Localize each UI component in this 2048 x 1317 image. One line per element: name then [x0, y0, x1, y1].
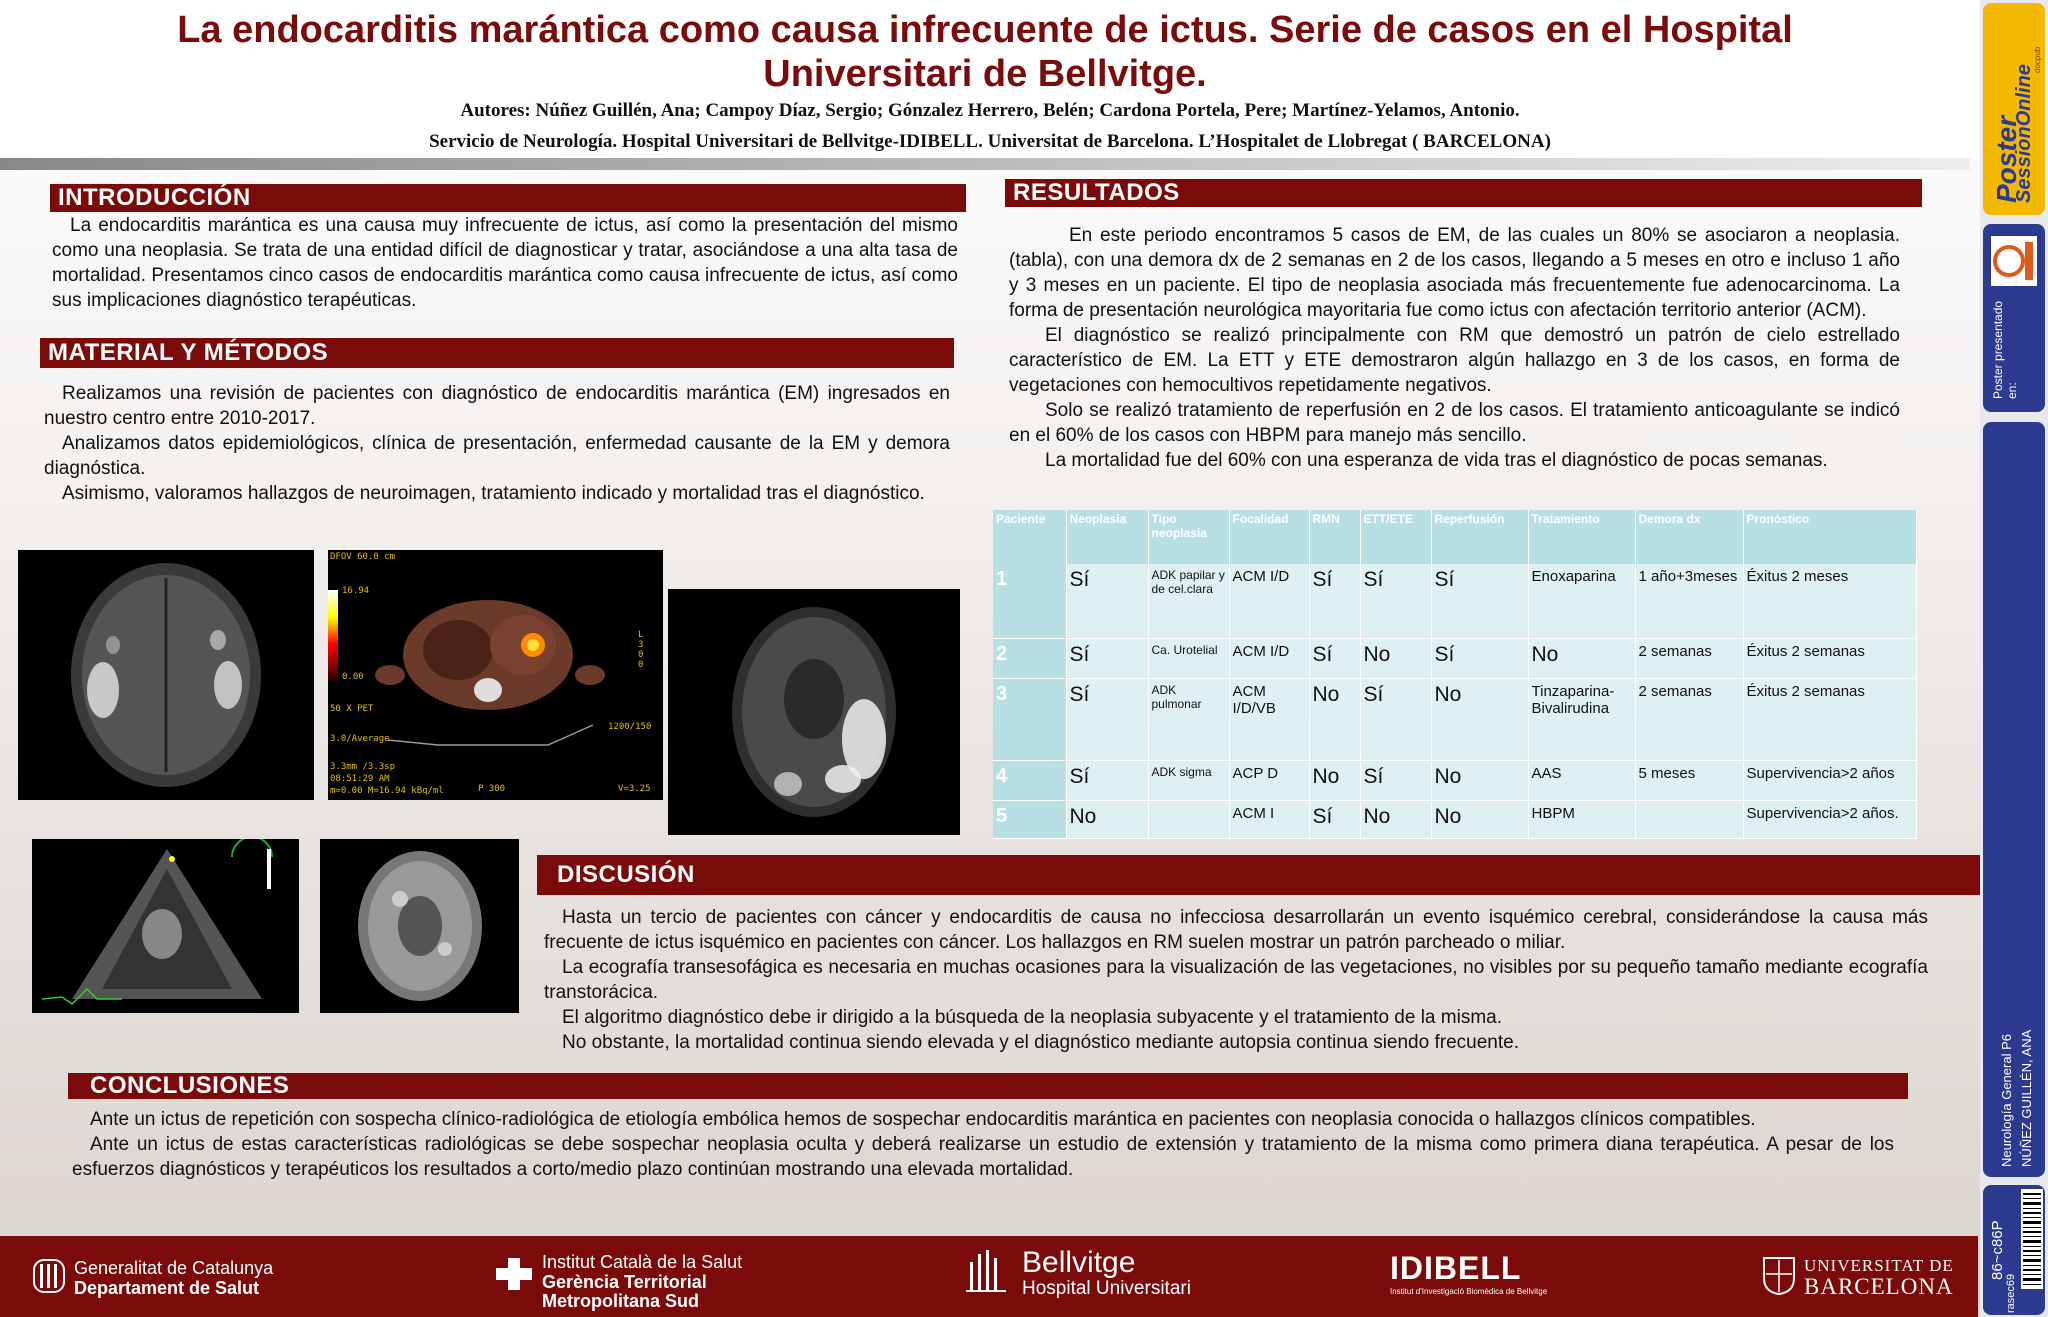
table-cell: Sí [1309, 564, 1360, 638]
table-cell: Sí [1066, 678, 1148, 760]
discussion-text [544, 905, 1928, 1055]
table-cell: 1 [993, 564, 1066, 638]
affiliation: Servicio de Neurología. Hospital Universitari de Bellvitge-IDIBELL. Universitat de Barcelona. L’Hospitalet de Llobregat ( BARCELONA) [429, 131, 1551, 152]
table-cell: 3 [993, 678, 1066, 760]
congress-logo-icon [1991, 236, 2037, 286]
results-p3: Solo se realizó tratamiento de reperfusión en 2 de los casos. El tratamiento anticoagulante se indicó en el 60% de los casos con HBPM para manejo más sencillo. [1009, 400, 1900, 446]
table-cell [1148, 800, 1229, 838]
ub-logo [1762, 1256, 1954, 1301]
generalitat-name: Generalitat de Catalunya [74, 1258, 274, 1278]
intro-heading: INTRODUCCIÓN [50, 184, 966, 212]
table-header-row [993, 510, 1917, 564]
table-cell: 5 meses [1635, 760, 1743, 800]
results-p2: El diagnóstico se realizó principalmente con RM que demostró un patrón de cielo estrellado característico de EM. La ETT y ETE demostraron algún hallazgo en 3 de los casos, en forma de vegetaciones con hemocultivos repetidamente negativos. [1009, 325, 1900, 396]
footer-logos [0, 1236, 1978, 1317]
ics-metropolitana: Metropolitana Sud [542, 1291, 699, 1311]
methods-p1: Realizamos una revisión de pacientes con diagnóstico de endocarditis marántica (EM) ingresados en nuestro centro entre 2010-2017. [44, 383, 950, 429]
idibell-logo [1390, 1250, 1547, 1296]
pet-fov-label: DFOV 60.0 cm [330, 552, 396, 562]
intro-paragraph: La endocarditis marántica es una causa muy infrecuente de ictus, así como la presentación del mismo como una neoplasia. Se trata de una entidad difícil de diagnosticar y tratar, asociándose a una alta tasa de mortalidad. Presentamos cinco casos de endocarditis marántica como causa infrecuente de ictus, así como sus implicaciones diagnóstico terapéuticas. [52, 215, 958, 311]
table-cell: Éxitus 2 semanas [1743, 678, 1917, 760]
results-heading: RESULTADOS [1005, 179, 1922, 207]
table-cell: 2 [993, 638, 1066, 678]
table-cell: Sí [1360, 760, 1431, 800]
hospital-badge [1983, 224, 2045, 412]
table-cell: No [1360, 638, 1431, 678]
table-row [993, 638, 1917, 678]
table-cell: Sí [1360, 564, 1431, 638]
results-table [993, 510, 1917, 839]
pet-range-label: m=0.00 M=16.94 kBq/ml [330, 786, 444, 796]
conclusions-text [72, 1107, 1894, 1182]
discussion-heading: DISCUSIÓN [537, 855, 1987, 895]
table-cell: ADK pulmonar [1148, 678, 1229, 760]
table-row [993, 678, 1917, 760]
discussion-p4: No obstante, la mortalidad continua siendo elevada y el diagnóstico mediante autopsia continua siendo frecuente. [562, 1032, 1519, 1053]
table-row [993, 800, 1917, 838]
table-cell: ACP D [1229, 760, 1309, 800]
table-cell: 4 [993, 760, 1066, 800]
poster-title: La endocarditis marántica como causa infrecuente de ictus. Serie de casos en el Hospital Universitari de Bellvitge. [177, 9, 1793, 95]
mri-dwi-image-1 [18, 550, 314, 800]
table-cell: ACM I [1229, 800, 1309, 838]
generalitat-dept: Departament de Salut [74, 1278, 260, 1298]
methods-p2: Analizamos datos epidemiológicos, clínica de presentación, enfermedad causante de la EM y demora diagnóstica. [44, 433, 950, 479]
table-cell: No [1066, 800, 1148, 838]
table-cell: HBPM [1528, 800, 1635, 838]
table-cell: Sí [1360, 678, 1431, 760]
discussion-p3: El algoritmo diagnóstico debe ir dirigido a la búsqueda de la neoplasia subyacente y el tratamiento de la misma. [562, 1007, 1502, 1028]
table-cell: Supervivencia>2 años [1743, 760, 1917, 800]
mri-dwi-image-2 [668, 589, 960, 835]
ics-cross-icon [494, 1256, 536, 1292]
header-divider [0, 158, 1970, 170]
table-header: Tipo neoplasia [1148, 510, 1229, 564]
table-cell: AAS [1528, 760, 1635, 800]
pet-scale-label: V=3.25 [618, 784, 651, 794]
discussion-p1: Hasta un tercio de pacientes con cáncer y endocarditis de causa no infecciosa desarrollarán un evento isquémico cerebral, considerándose la causa más frecuente de ictus isquémico en pacientes con cáncer. Los hallazgos en RM suelen mostrar un patrón parcheado o miliar. [544, 907, 1928, 953]
poster-category: Neurología General P6 [1999, 1034, 2014, 1167]
pet-time-label: 08:51:29 AM [330, 774, 390, 784]
bellvitge-bars-icon [966, 1248, 1016, 1294]
pet-min-label: 0.00 [342, 672, 364, 682]
barcode-icon [2021, 1189, 2043, 1289]
pet-side-label: L 3 0 0 [638, 630, 644, 670]
table-header: ETT/ETE [1360, 510, 1431, 564]
table-cell: No [1360, 800, 1431, 838]
table-cell: Éxitus 2 meses [1743, 564, 1917, 638]
table-cell: 2 semanas [1635, 678, 1743, 760]
table-cell: 5 [993, 800, 1066, 838]
table-cell: Ca. Urotelial [1148, 638, 1229, 678]
ub-line2: BARCELONA [1804, 1274, 1954, 1299]
poster-code-2: rasec69 [2005, 1273, 2017, 1313]
pet-p-label: P 300 [478, 784, 506, 794]
conclusions-heading: CONCLUSIONES [68, 1073, 1908, 1099]
generalitat-logo [32, 1258, 274, 1299]
bellvitge-logo [966, 1246, 1191, 1299]
table-header: Focalidad [1229, 510, 1309, 564]
bellvitge-subtitle: Hospital Universitari [1022, 1278, 1191, 1299]
table-cell: Sí [1431, 638, 1528, 678]
ics-logo [494, 1252, 743, 1311]
table-cell: ADK sigma [1148, 760, 1229, 800]
table-cell: No [1309, 678, 1360, 760]
discussion-p2: La ecografía transesofágica es necesaria en muchas ocasiones para la visualización de las vegetaciones, no visibles por su pequeño tamaño mediante ecografía transtorácica. [544, 957, 1928, 1003]
table-header: RMN [1309, 510, 1360, 564]
methods-text [44, 381, 950, 506]
table-cell: No [1431, 760, 1528, 800]
authors: Autores: Núñez Guillén, Ana; Campoy Díaz, Sergio; Gónzalez Herrero, Belén; Cardona Portela, Pere; Martínez-Yelamos, Antonio. [460, 100, 1520, 121]
poster-code: 86~c86P [1989, 1220, 2006, 1280]
results-text [1009, 223, 1900, 473]
ub-line1: UNIVERSITAT DE [1804, 1256, 1954, 1275]
pet-right-label: 1200/150 [608, 722, 652, 732]
table-cell: Supervivencia>2 años. [1743, 800, 1917, 838]
table-cell: ADK papilar y de cel.clara [1148, 564, 1229, 638]
pet-ct-image [328, 550, 663, 800]
table-cell: No [1431, 678, 1528, 760]
table-cell: No [1309, 760, 1360, 800]
pet-max-label: 16.94 [342, 586, 370, 596]
brand-line2: SessionOnline [2013, 64, 2035, 203]
idibell-name: IDIBELL [1390, 1250, 1522, 1286]
table-cell: Sí [1066, 564, 1148, 638]
table-cell: Tinzaparina-Bivalirudina [1528, 678, 1635, 760]
methods-p3: Asimismo, valoramos hallazgos de neuroimagen, tratamiento indicado y mortalidad tras el diagnóstico. [62, 483, 925, 504]
table-cell: 2 semanas [1635, 638, 1743, 678]
table-cell: ACM I/D [1229, 638, 1309, 678]
table-cell: Enoxaparina [1528, 564, 1635, 638]
table-row [993, 564, 1917, 638]
presented-label: Poster presentado en: [1991, 300, 2019, 399]
table-cell: Sí [1066, 760, 1148, 800]
table-cell: Sí [1066, 638, 1148, 678]
methods-heading: MATERIAL Y MÉTODOS [40, 338, 954, 368]
bellvitge-name: Bellvitge [1022, 1246, 1136, 1279]
table-header: Pronóstico [1743, 510, 1917, 564]
conclusions-p2: Ante un ictus de estas características radiológicas se debe sospechar neoplasia oculta y deberá realizarse un estudio de extensión y tratamiento de la misma como primera diana terapéutica. A pesar de los esfuerzos diagnósticos y terapéuticos los resultados a corto/medio plazo continúan mostrando una elevada mortalidad. [72, 1134, 1894, 1180]
poster-info-panel [1983, 422, 2045, 1177]
echocardiogram-image [32, 839, 299, 1013]
intro-text [52, 213, 958, 313]
mri-t2-image [320, 839, 519, 1013]
results-p1: En este periodo encontramos 5 casos de EM, de las cuales un 80% se asociaron a neoplasia. (tabla), con una demora dx de 2 semanas en 2 de los casos, llegando a 5 meses en otro e incluso 1 año y 3 meses en un paciente. El tipo de neoplasia asociada más frecuentemente fue adenocarcinoma. La forma de presentación neurológica mayoritaria fue como ictus con afectación territorio anterior (ACM). [1009, 225, 1900, 321]
table-cell: No [1528, 638, 1635, 678]
table-header: Paciente [993, 510, 1066, 564]
ub-shield-icon [1762, 1256, 1796, 1296]
ics-name: Institut Català de la Salut [542, 1252, 743, 1272]
table-cell: 1 año+3meses [1635, 564, 1743, 638]
pet-mode-label: 50 X PET [330, 704, 374, 714]
table-header: Tratamiento [1528, 510, 1635, 564]
table-cell: Sí [1309, 800, 1360, 838]
poster-session-logo [1983, 3, 2045, 215]
idibell-subtitle: Institut d'Investigació Biomèdica de Bellvitge [1390, 1287, 1548, 1296]
pet-slice-label: 3.3mm /3.3sp [330, 762, 396, 772]
table-cell: Sí [1309, 638, 1360, 678]
table-header: Neoplasia [1066, 510, 1148, 564]
brand-small: docpub [2033, 46, 2042, 73]
table-header: Reperfusión [1431, 510, 1528, 564]
table-cell: ACM I/D [1229, 564, 1309, 638]
generalitat-emblem-icon [32, 1258, 66, 1294]
table-header: Demora dx [1635, 510, 1743, 564]
header [0, 0, 1980, 158]
ics-gerencia: Gerència Territorial [542, 1272, 707, 1292]
poster-code-panel [1983, 1185, 2045, 1315]
conclusions-p1: Ante un ictus de repetición con sospecha clínico-radiológica de etiología embólica hemos de sospechar endocarditis marántica en pacientes con neoplasia conocida o hallazgos clínicos compatibles. [90, 1109, 1756, 1130]
table-row [993, 760, 1917, 800]
table-cell: Sí [1431, 564, 1528, 638]
table-cell: Éxitus 2 semanas [1743, 638, 1917, 678]
pet-avg-label: 3.0/Average [330, 734, 390, 744]
poster-author: NÚÑEZ GUILLÉN, ANA [2019, 1029, 2034, 1167]
poster-session-sidebar [1980, 0, 2048, 1317]
table-cell: No [1431, 800, 1528, 838]
table-cell [1635, 800, 1743, 838]
table-cell: ACM I/D/VB [1229, 678, 1309, 760]
brand-line1: Poster [1991, 115, 2022, 203]
results-p4: La mortalidad fue del 60% con una esperanza de vida tras el diagnóstico de pocas semanas. [1045, 450, 1828, 471]
